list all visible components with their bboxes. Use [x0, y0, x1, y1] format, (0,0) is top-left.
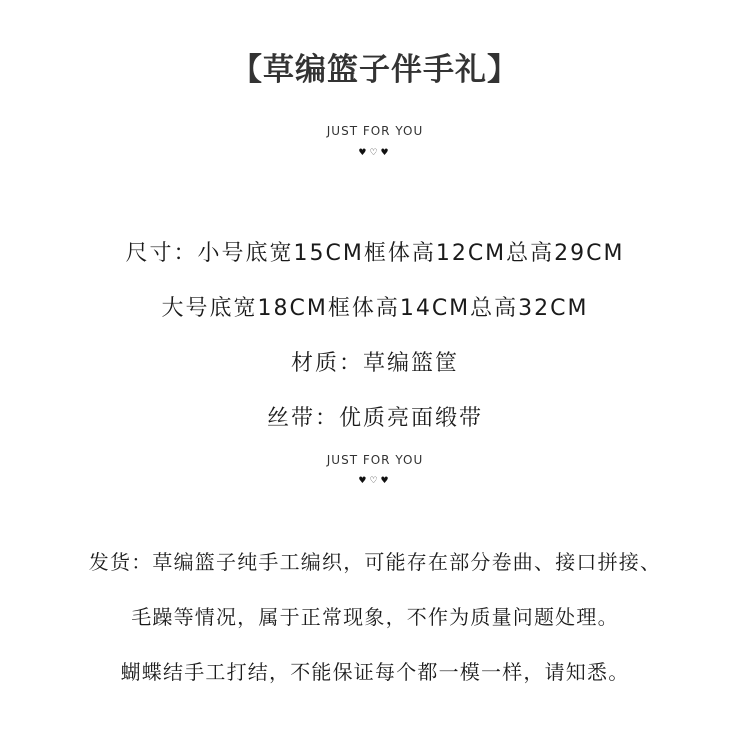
note-bow: 蝴蝶结手工打结，不能保证每个都一模一样，请知悉。 [120, 660, 630, 684]
spec-ribbon: 丝带：优质亮面缎带 [266, 406, 483, 431]
page-title: 【草编篮子伴手礼】 [231, 52, 519, 88]
hearts-divider-bottom: ♥♡♥ [358, 476, 392, 486]
spec-size-large: 大号底宽18CM框体高14CM总高32CM [161, 296, 589, 321]
spec-size-small: 尺寸：小号底宽15CM框体高12CM总高29CM [125, 241, 625, 266]
tagline-bottom: JUST FOR YOU [326, 453, 424, 467]
note-shipping: 发货：草编篮子纯手工编织，可能存在部分卷曲、接口拼接、 [88, 550, 662, 574]
tagline-top: JUST FOR YOU [326, 124, 424, 138]
spec-material: 材质：草编篮筐 [290, 351, 459, 376]
hearts-divider-top: ♥♡♥ [358, 148, 392, 158]
note-condition: 毛躁等情况，属于正常现象，不作为质量问题处理。 [131, 605, 619, 629]
